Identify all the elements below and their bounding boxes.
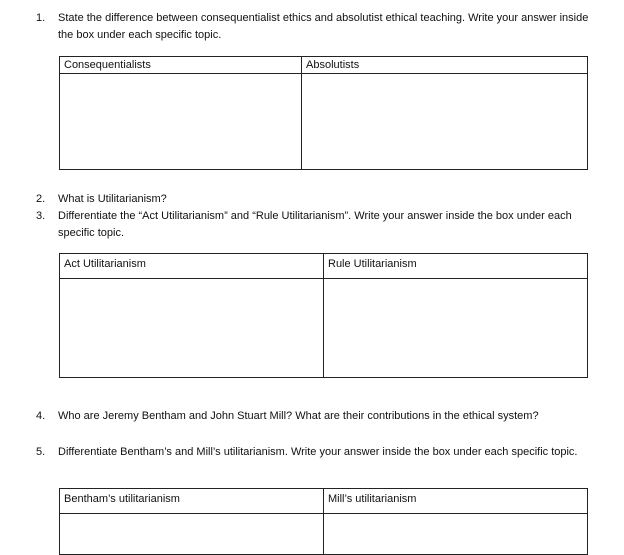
answer-box-mill[interactable]	[324, 514, 588, 555]
answer-box-rule-utilitarianism[interactable]	[324, 279, 588, 378]
answer-table-1	[59, 56, 588, 170]
question-4-number: 4.	[36, 410, 46, 422]
answer-box-consequentialists[interactable]	[60, 74, 302, 170]
question-3	[36, 208, 600, 241]
question-5-text: Differentiate Bentham’s and Mill’s utilitarianism. Write your answer inside the box under each specific topic.	[58, 446, 578, 458]
header-bentham-utilitarianism: Bentham’s utilitarianism	[60, 489, 324, 514]
header-mill-utilitarianism: Mill’s utilitarianism	[324, 489, 588, 514]
question-4-text: Who are Jeremy Bentham and John Stuart Mill? What are their contributions in the ethical system?	[58, 410, 539, 422]
question-2	[36, 191, 600, 208]
header-rule-utilitarianism: Rule Utilitarianism	[324, 254, 588, 279]
answer-box-bentham[interactable]	[60, 514, 324, 555]
question-3-text: Differentiate the “Act Utilitarianism” and “Rule Utilitarianism”. Write your answer inside the box under each specific topic.	[58, 210, 572, 239]
header-act-utilitarianism: Act Utilitarianism	[60, 254, 324, 279]
question-2-text: What is Utilitarianism?	[58, 193, 167, 205]
question-5-number: 5.	[36, 446, 46, 458]
question-1-text: State the difference between consequentialist ethics and absolutist ethical teaching. Write your answer inside the box under each specific topic.	[58, 12, 589, 41]
question-2-number: 2.	[36, 193, 46, 205]
header-consequentialists: Consequentialists	[60, 57, 302, 74]
question-1-number: 1.	[36, 12, 46, 24]
question-3-number: 3.	[36, 210, 46, 222]
question-5	[36, 444, 600, 461]
question-4	[36, 408, 600, 425]
answer-table-2	[59, 253, 588, 378]
answer-box-act-utilitarianism[interactable]	[60, 279, 324, 378]
header-absolutists: Absolutists	[302, 57, 588, 74]
answer-box-absolutists[interactable]	[302, 74, 588, 170]
question-1	[36, 10, 600, 43]
answer-table-3	[59, 488, 588, 555]
